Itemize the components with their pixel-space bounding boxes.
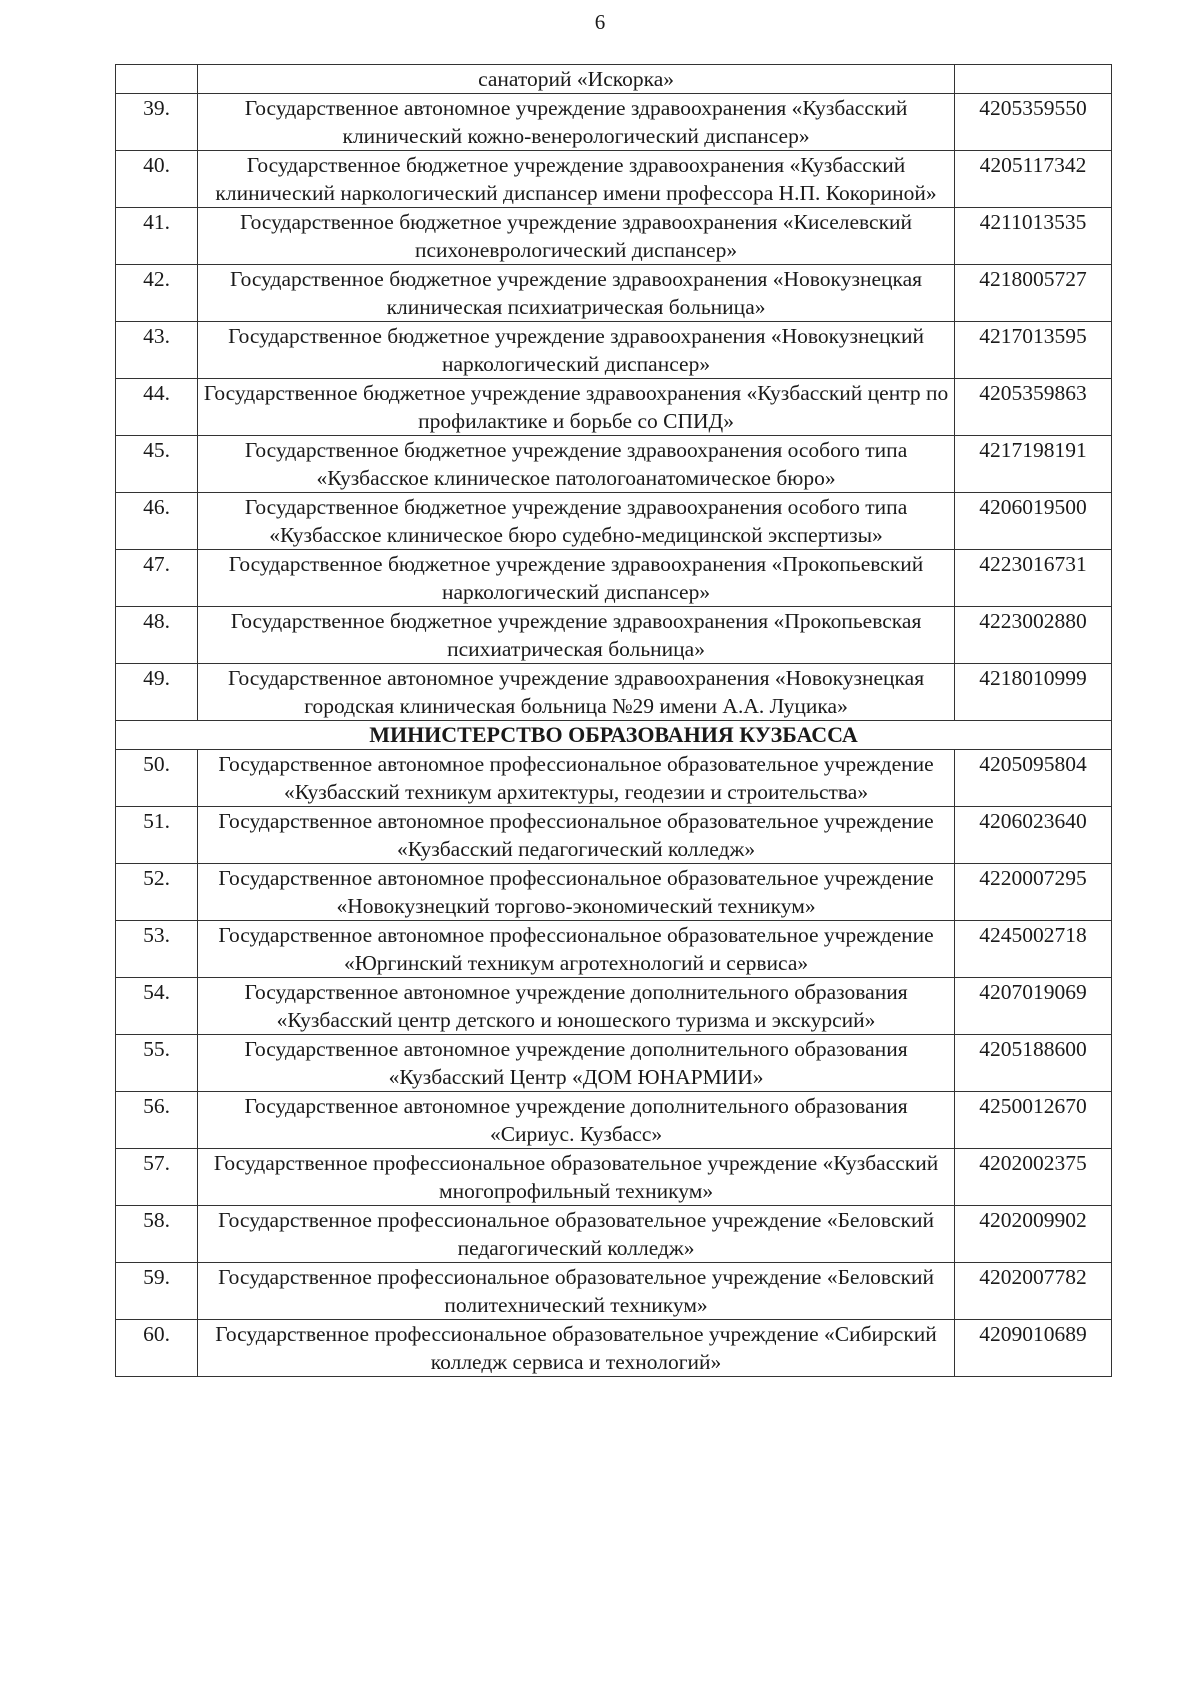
row-number: 51. xyxy=(116,807,198,864)
organization-name: Государственное профессиональное образовательное учреждение «Беловский политехнический техникум» xyxy=(198,1263,955,1320)
organization-name: Государственное автономное учреждение здравоохранения «Новокузнецкая городская клиническая больница №29 имени А.А. Луцика» xyxy=(198,664,955,721)
organization-name: Государственное автономное профессиональное образовательное учреждение «Юргинский техникум агротехнологий и сервиса» xyxy=(198,921,955,978)
inn-code: 4218005727 xyxy=(955,265,1112,322)
table-row xyxy=(116,265,1112,322)
table-row xyxy=(116,1035,1112,1092)
inn-code: 4245002718 xyxy=(955,921,1112,978)
table-row xyxy=(116,322,1112,379)
organization-name: санаторий «Искорка» xyxy=(198,65,955,94)
table-row xyxy=(116,1149,1112,1206)
row-number: 55. xyxy=(116,1035,198,1092)
table-row xyxy=(116,807,1112,864)
inn-code xyxy=(955,65,1112,94)
table-row xyxy=(116,379,1112,436)
row-number: 41. xyxy=(116,208,198,265)
table-row xyxy=(116,94,1112,151)
organization-name: Государственное бюджетное учреждение здравоохранения «Кузбасский центр по профилактике и борьбе со СПИД» xyxy=(198,379,955,436)
row-number: 48. xyxy=(116,607,198,664)
organization-name: Государственное бюджетное учреждение здравоохранения «Кузбасский клинический наркологический диспансер имени профессора Н.П. Кокориной» xyxy=(198,151,955,208)
inn-code: 4223016731 xyxy=(955,550,1112,607)
table-row xyxy=(116,921,1112,978)
row-number: 58. xyxy=(116,1206,198,1263)
row-number: 42. xyxy=(116,265,198,322)
inn-code: 4202002375 xyxy=(955,1149,1112,1206)
table-row xyxy=(116,493,1112,550)
table-row xyxy=(116,864,1112,921)
page-number: 6 xyxy=(594,10,606,34)
inn-code: 4202009902 xyxy=(955,1206,1112,1263)
row-number: 60. xyxy=(116,1320,198,1377)
organization-name: Государственное автономное учреждение дополнительного образования «Кузбасский Центр «ДОМ ЮНАРМИИ» xyxy=(198,1035,955,1092)
table-row xyxy=(116,65,1112,94)
section-header-body xyxy=(116,721,1112,750)
table-row xyxy=(116,1092,1112,1149)
organization-name: Государственное бюджетное учреждение здравоохранения «Новокузнецкая клиническая психиатрическая больница» xyxy=(198,265,955,322)
table-row xyxy=(116,550,1112,607)
table-row xyxy=(116,151,1112,208)
row-number: 40. xyxy=(116,151,198,208)
row-number: 43. xyxy=(116,322,198,379)
registry-body-health xyxy=(116,65,1112,721)
organization-name: Государственное бюджетное учреждение здравоохранения «Прокопьевская психиатрическая больница» xyxy=(198,607,955,664)
organization-name: Государственное автономное учреждение дополнительного образования «Сириус. Кузбасс» xyxy=(198,1092,955,1149)
inn-code: 4205188600 xyxy=(955,1035,1112,1092)
section-title: МИНИСТЕРСТВО ОБРАЗОВАНИЯ КУЗБАССА xyxy=(116,721,1112,750)
table-row xyxy=(116,436,1112,493)
table-row xyxy=(116,978,1112,1035)
row-number: 54. xyxy=(116,978,198,1035)
organization-name: Государственное автономное учреждение дополнительного образования «Кузбасский центр детского и юношеского туризма и экскурсий» xyxy=(198,978,955,1035)
row-number: 47. xyxy=(116,550,198,607)
organization-name: Государственное бюджетное учреждение здравоохранения особого типа «Кузбасское клиническое патологоанатомическое бюро» xyxy=(198,436,955,493)
row-number: 53. xyxy=(116,921,198,978)
inn-code: 4217198191 xyxy=(955,436,1112,493)
inn-code: 4202007782 xyxy=(955,1263,1112,1320)
row-number: 59. xyxy=(116,1263,198,1320)
organization-name: Государственное бюджетное учреждение здравоохранения «Прокопьевский наркологический диспансер» xyxy=(198,550,955,607)
row-number: 52. xyxy=(116,864,198,921)
inn-code: 4206023640 xyxy=(955,807,1112,864)
row-number: 50. xyxy=(116,750,198,807)
organization-name: Государственное бюджетное учреждение здравоохранения «Киселевский психоневрологический диспансер» xyxy=(198,208,955,265)
organization-name: Государственное профессиональное образовательное учреждение «Кузбасский многопрофильный техникум» xyxy=(198,1149,955,1206)
inn-code: 4223002880 xyxy=(955,607,1112,664)
organization-name: Государственное автономное профессиональное образовательное учреждение «Кузбасский педагогический колледж» xyxy=(198,807,955,864)
table-row xyxy=(116,664,1112,721)
inn-code: 4206019500 xyxy=(955,493,1112,550)
table-row xyxy=(116,607,1112,664)
inn-code: 4211013535 xyxy=(955,208,1112,265)
table-row xyxy=(116,1320,1112,1377)
inn-code: 4205359863 xyxy=(955,379,1112,436)
row-number: 44. xyxy=(116,379,198,436)
inn-code: 4209010689 xyxy=(955,1320,1112,1377)
organization-name: Государственное бюджетное учреждение здравоохранения особого типа «Кузбасское клиническое бюро судебно-медицинской экспертизы» xyxy=(198,493,955,550)
row-number: 56. xyxy=(116,1092,198,1149)
row-number: 57. xyxy=(116,1149,198,1206)
row-number xyxy=(116,65,198,94)
organization-name: Государственное автономное учреждение здравоохранения «Кузбасский клинический кожно-венерологический диспансер» xyxy=(198,94,955,151)
organization-name: Государственное профессиональное образовательное учреждение «Беловский педагогический колледж» xyxy=(198,1206,955,1263)
row-number: 49. xyxy=(116,664,198,721)
organization-name: Государственное автономное профессиональное образовательное учреждение «Новокузнецкий торгово-экономический техникум» xyxy=(198,864,955,921)
table-row xyxy=(116,1206,1112,1263)
section-row xyxy=(116,721,1112,750)
organization-name: Государственное профессиональное образовательное учреждение «Сибирский колледж сервиса и технологий» xyxy=(198,1320,955,1377)
organization-name: Государственное автономное профессиональное образовательное учреждение «Кузбасский техникум архитектуры, геодезии и строительства» xyxy=(198,750,955,807)
inn-code: 4207019069 xyxy=(955,978,1112,1035)
table-row xyxy=(116,750,1112,807)
registry-body-education xyxy=(116,750,1112,1377)
inn-code: 4250012670 xyxy=(955,1092,1112,1149)
inn-code: 4217013595 xyxy=(955,322,1112,379)
inn-code: 4205117342 xyxy=(955,151,1112,208)
row-number: 46. xyxy=(116,493,198,550)
row-number: 45. xyxy=(116,436,198,493)
registry-table xyxy=(115,64,1112,1377)
inn-code: 4218010999 xyxy=(955,664,1112,721)
table-row xyxy=(116,208,1112,265)
row-number: 39. xyxy=(116,94,198,151)
inn-code: 4220007295 xyxy=(955,864,1112,921)
table-row xyxy=(116,1263,1112,1320)
inn-code: 4205095804 xyxy=(955,750,1112,807)
inn-code: 4205359550 xyxy=(955,94,1112,151)
organization-name: Государственное бюджетное учреждение здравоохранения «Новокузнецкий наркологический диспансер» xyxy=(198,322,955,379)
